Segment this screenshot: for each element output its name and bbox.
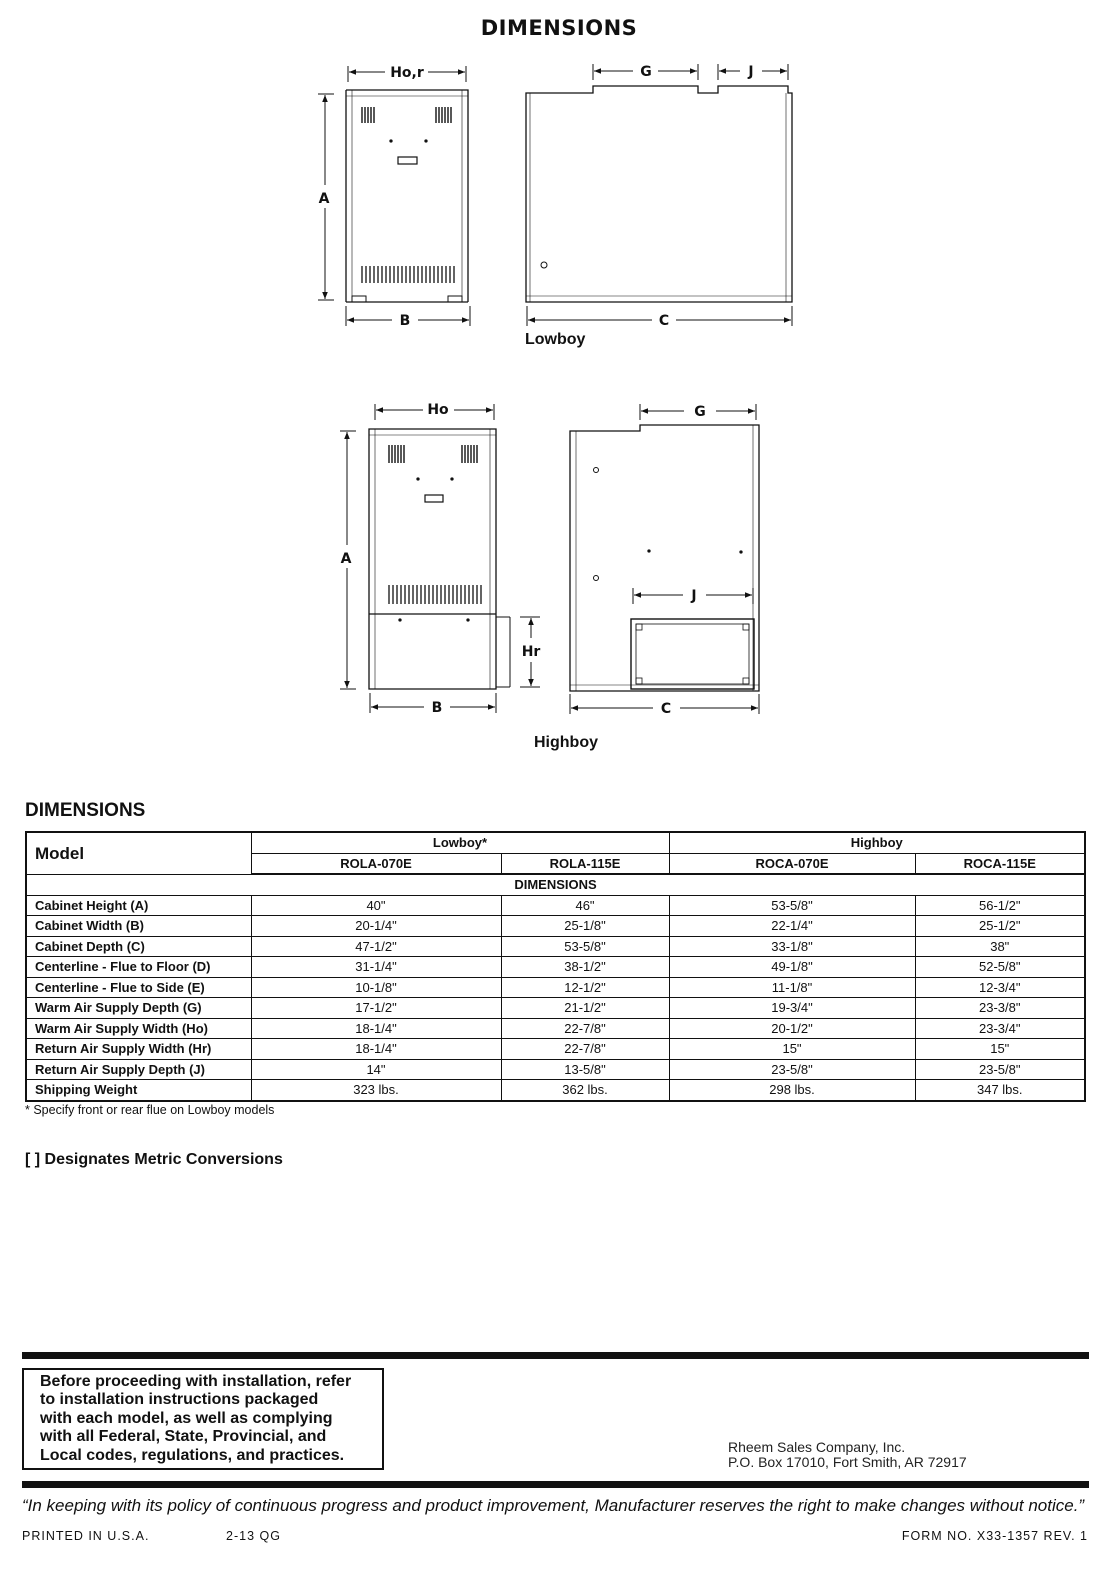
installation-notice-box — [22, 1368, 384, 1470]
cell-value: 18-1/4" — [251, 1039, 501, 1060]
policy-statement: “In keeping with its policy of continuous progress and product improvement, Manufacturer reserves the right to make changes without notice.” — [22, 1496, 1085, 1515]
cell-value: 11-1/8" — [669, 977, 915, 998]
table-row — [26, 1059, 1085, 1080]
cell-value: 13-5/8" — [501, 1059, 669, 1080]
page-title: DIMENSIONS — [480, 16, 638, 40]
footer-bottom-rule — [22, 1481, 1089, 1488]
highboy-front-label-width-bottom: B — [431, 700, 443, 716]
cell-value: 52-5/8" — [915, 957, 1085, 978]
cell-value: 38" — [915, 936, 1085, 957]
cell-value: 12-3/4" — [915, 977, 1085, 998]
cell-value: 12-1/2" — [501, 977, 669, 998]
model-column-header: ROCA-115E — [915, 853, 1085, 874]
highboy-side-label-supply: G — [694, 404, 706, 420]
model-header: Model — [26, 832, 251, 874]
cell-value: 298 lbs. — [669, 1080, 915, 1101]
dimensions-table — [25, 831, 1086, 1102]
cell-value: 23-3/8" — [915, 998, 1085, 1019]
highboy-side-label-return: J — [691, 588, 697, 604]
cell-value: 347 lbs. — [915, 1080, 1085, 1101]
cell-value: 20-1/4" — [251, 916, 501, 937]
highboy-side-view — [570, 404, 759, 714]
lowboy-front-label-width-bottom: B — [399, 313, 411, 329]
cell-value: 40" — [251, 895, 501, 916]
cell-value: 362 lbs. — [501, 1080, 669, 1101]
cell-value: 22-1/4" — [669, 916, 915, 937]
highboy-front-view — [340, 404, 540, 713]
group-header-lowboy: Lowboy* — [251, 832, 669, 853]
section-title: DIMENSIONS — [25, 800, 146, 821]
cell-value: 47-1/2" — [251, 936, 501, 957]
highboy-front-label-width-top: Ho — [427, 402, 449, 418]
cell-value: 23-5/8" — [915, 1059, 1085, 1080]
highboy-front-label-height: A — [340, 551, 352, 567]
footer-top-rule — [22, 1352, 1089, 1359]
table-row — [26, 1080, 1085, 1101]
cell-value: 38-1/2" — [501, 957, 669, 978]
table-row — [26, 957, 1085, 978]
cell-value: 49-1/8" — [669, 957, 915, 978]
lowboy-caption: Lowboy — [525, 331, 586, 348]
installation-notice-text: Before proceeding with installation, refer to installation instructions packaged with each model, as well as complying with all Federal, State, Provincial, and Local codes, regulations, and practices. — [40, 1373, 352, 1464]
cell-value: 53-5/8" — [501, 936, 669, 957]
lowboy-side-view — [526, 64, 792, 326]
cell-value: 53-5/8" — [669, 895, 915, 916]
row-label: Shipping Weight — [26, 1080, 251, 1101]
highboy-caption: Highboy — [534, 734, 598, 751]
table-row — [26, 916, 1085, 937]
row-label: Cabinet Width (B) — [26, 916, 251, 937]
table-footnote: * Specify front or rear flue on Lowboy models — [25, 1103, 275, 1117]
lowboy-side-label-return: J — [748, 64, 754, 80]
printed-in: PRINTED IN U.S.A. — [22, 1529, 150, 1543]
dimension-drawings — [0, 0, 1118, 770]
cell-value: 25-1/2" — [915, 916, 1085, 937]
row-label: Centerline - Flue to Floor (D) — [26, 957, 251, 978]
cell-value: 23-5/8" — [669, 1059, 915, 1080]
cell-value: 23-3/4" — [915, 1018, 1085, 1039]
print-code: 2-13 QG — [226, 1529, 281, 1543]
cell-value: 25-1/8" — [501, 916, 669, 937]
table-row — [26, 1018, 1085, 1039]
lowboy-front-label-width-top: Ho,r — [390, 65, 424, 81]
cell-value: 46" — [501, 895, 669, 916]
form-number: FORM NO. X33-1357 REV. 1 — [901, 1529, 1088, 1543]
highboy-side-label-depth: C — [660, 701, 672, 717]
group-header-highboy: Highboy — [669, 832, 1085, 853]
table-row — [26, 895, 1085, 916]
cell-value: 17-1/2" — [251, 998, 501, 1019]
row-label: Centerline - Flue to Side (E) — [26, 977, 251, 998]
table-row — [26, 1039, 1085, 1060]
cell-value: 10-1/8" — [251, 977, 501, 998]
cell-value: 19-3/4" — [669, 998, 915, 1019]
cell-value: 22-7/8" — [501, 1039, 669, 1060]
model-column-header: ROCA-070E — [669, 853, 915, 874]
row-label: Warm Air Supply Width (Ho) — [26, 1018, 251, 1039]
row-label: Return Air Supply Width (Hr) — [26, 1039, 251, 1060]
lowboy-front-view — [318, 66, 470, 326]
table-row — [26, 998, 1085, 1019]
lowboy-side-label-supply: G — [640, 64, 652, 80]
highboy-front-label-return-height: Hr — [521, 644, 541, 660]
lowboy-side-label-depth: C — [658, 313, 670, 329]
cell-value: 323 lbs. — [251, 1080, 501, 1101]
company-address: Rheem Sales Company, Inc. P.O. Box 17010, Fort Smith, AR 72917 — [728, 1439, 967, 1470]
model-column-header: ROLA-115E — [501, 853, 669, 874]
cell-value: 15" — [915, 1039, 1085, 1060]
table-row — [26, 936, 1085, 957]
row-label: Cabinet Depth (C) — [26, 936, 251, 957]
cell-value: 20-1/2" — [669, 1018, 915, 1039]
row-label: Return Air Supply Depth (J) — [26, 1059, 251, 1080]
cell-value: 15" — [669, 1039, 915, 1060]
cell-value: 14" — [251, 1059, 501, 1080]
row-label: Warm Air Supply Depth (G) — [26, 998, 251, 1019]
cell-value: 31-1/4" — [251, 957, 501, 978]
cell-value: 56-1/2" — [915, 895, 1085, 916]
metric-note: [ ] Designates Metric Conversions — [25, 1151, 283, 1168]
cell-value: 21-1/2" — [501, 998, 669, 1019]
row-label: Cabinet Height (A) — [26, 895, 251, 916]
model-column-header: ROLA-070E — [251, 853, 501, 874]
cell-value: 33-1/8" — [669, 936, 915, 957]
cell-value: 22-7/8" — [501, 1018, 669, 1039]
table-section-label: DIMENSIONS — [26, 874, 1085, 895]
lowboy-front-label-height: A — [318, 191, 330, 207]
cell-value: 18-1/4" — [251, 1018, 501, 1039]
table-row — [26, 977, 1085, 998]
